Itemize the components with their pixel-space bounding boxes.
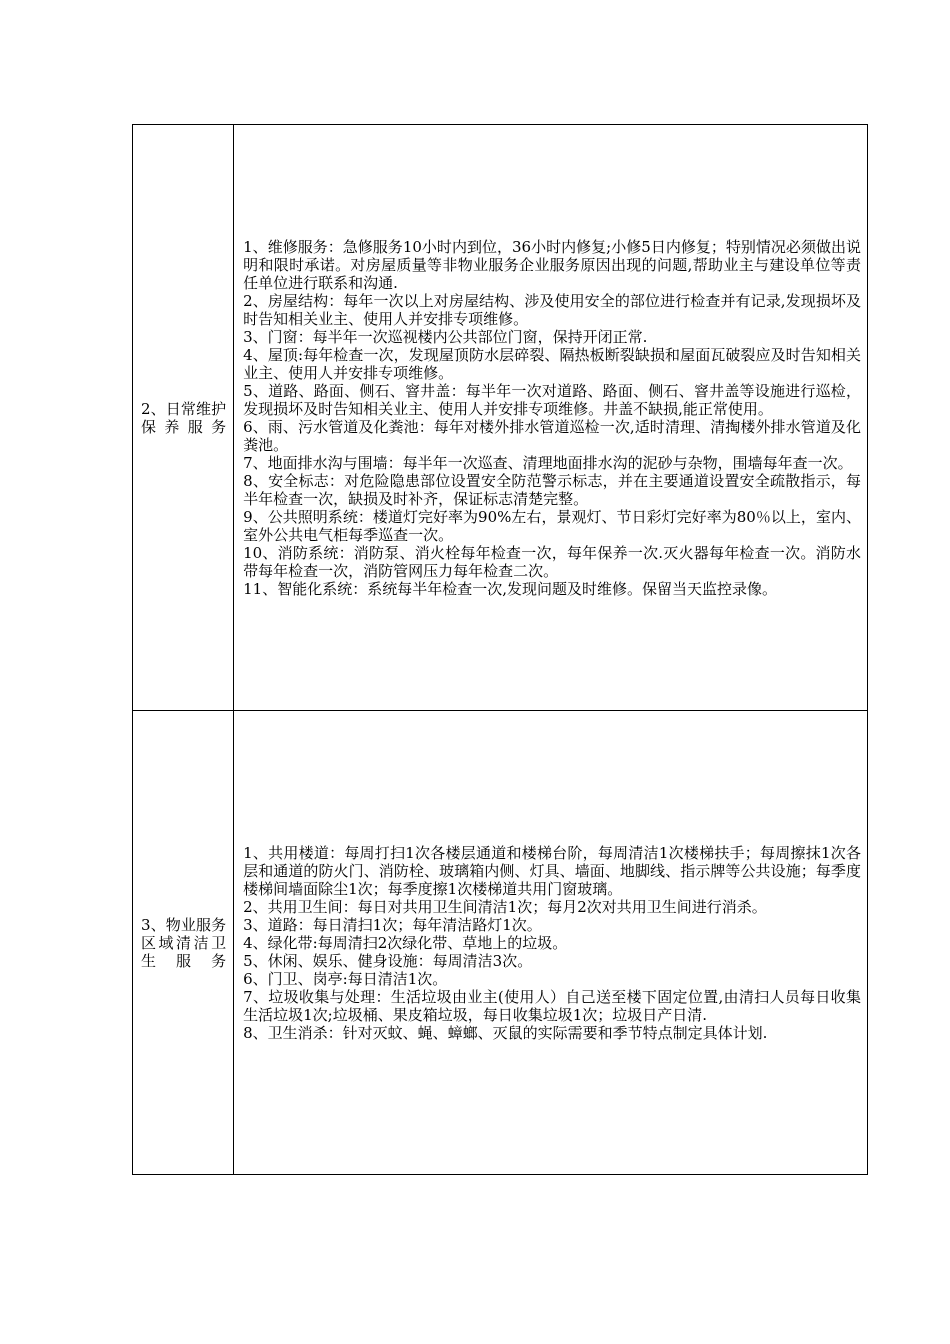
list-item: 11、智能化系统：系统每半年检查一次,发现问题及时维修。保留当天监控录像。 <box>243 579 777 598</box>
table-row <box>133 125 868 711</box>
category-label: 2、日常维护保养服务 <box>141 399 227 436</box>
list-item: 3、道路：每日清扫1次；每年清洁路灯1次。 <box>243 915 542 934</box>
list-item: 7、地面排水沟与围墙：每半年一次巡查、清理地面排水沟的泥砂与杂物，围墙每年查一次。 <box>243 453 853 472</box>
content-cell <box>234 125 868 711</box>
list-item: 9、公共照明系统：楼道灯完好率为90%左右，景观灯、节日彩灯完好率为80％以上，室内、室外公共电气柜每季巡查一次。 <box>243 507 861 544</box>
list-item: 1、共用楼道：每周打扫1次各楼层通道和楼梯台阶，每周清洁1次楼梯扶手；每周擦抹1次各层和通道的防火门、消防栓、玻璃箱内侧、灯具、墙面、地脚线、指示牌等公共设施；每季度楼梯间墙面除尘1次；每季度擦1次楼梯道共用门窗玻璃。 <box>243 843 861 898</box>
category-cell <box>133 125 234 711</box>
category-label: 3、物业服务区域清洁卫生服务 <box>141 915 227 970</box>
list-item: 8、安全标志：对危险隐患部位设置安全防范警示标志，并在主要通道设置安全疏散指示，每半年检查一次，缺损及时补齐，保证标志清楚完整。 <box>243 471 861 508</box>
list-item: 1、维修服务：急修服务10小时内到位，36小时内修复;小修5日内修复；特别情况必须做出说明和限时承诺。对房屋质量等非物业服务企业服务原因出现的问题,帮助业主与建设单位等责任单位进行联系和沟通. <box>243 237 861 292</box>
list-item: 2、房屋结构：每年一次以上对房屋结构、涉及使用安全的部位进行检查并有记录,发现损坏及时告知相关业主、使用人并安排专项维修。 <box>243 291 861 328</box>
list-item: 6、雨、污水管道及化粪池：每年对楼外排水管道巡检一次,适时清理、清掏楼外排水管道及化粪池。 <box>243 417 861 454</box>
list-item: 3、门窗：每半年一次巡视楼内公共部位门窗，保持开闭正常. <box>243 327 648 346</box>
list-item: 5、道路、路面、侧石、窨井盖：每半年一次对道路、路面、侧石、窨井盖等设施进行巡检，发现损坏及时告知相关业主、使用人并安排专项维修。井盖不缺损,能正常使用。 <box>243 381 861 418</box>
list-item: 7、垃圾收集与处理：生活垃圾由业主(使用人）自己送至楼下固定位置,由清扫人员每日收集生活垃圾1次;垃圾桶、果皮箱垃圾，每日收集垃圾1次；垃圾日产日清. <box>243 987 861 1024</box>
content-cell <box>234 711 868 1175</box>
list-item: 4、屋顶:每年检查一次，发现屋顶防水层碎裂、隔热板断裂缺损和屋面瓦破裂应及时告知相关业主、使用人并安排专项维修。 <box>243 345 861 382</box>
service-standards-table <box>132 124 868 1175</box>
list-item: 10、消防系统：消防泵、消火栓每年检查一次，每年保养一次.灭火器每年检查一次。消防水带每年检查一次，消防管网压力每年检查二次。 <box>243 543 861 580</box>
category-cell <box>133 711 234 1175</box>
list-item: 8、卫生消杀：针对灭蚊、蝇、蟑螂、灭鼠的实际需要和季节特点制定具体计划. <box>243 1023 768 1042</box>
list-item: 4、绿化带:每周清扫2次绿化带、草地上的垃圾。 <box>243 933 568 952</box>
list-item: 6、门卫、岗亭:每日清洁1次。 <box>243 969 448 988</box>
list-item: 2、共用卫生间：每日对共用卫生间清洁1次；每月2次对共用卫生间进行消杀。 <box>243 897 767 916</box>
table-row <box>133 711 868 1175</box>
list-item: 5、休闲、娱乐、健身设施：每周清洁3次。 <box>243 951 533 970</box>
